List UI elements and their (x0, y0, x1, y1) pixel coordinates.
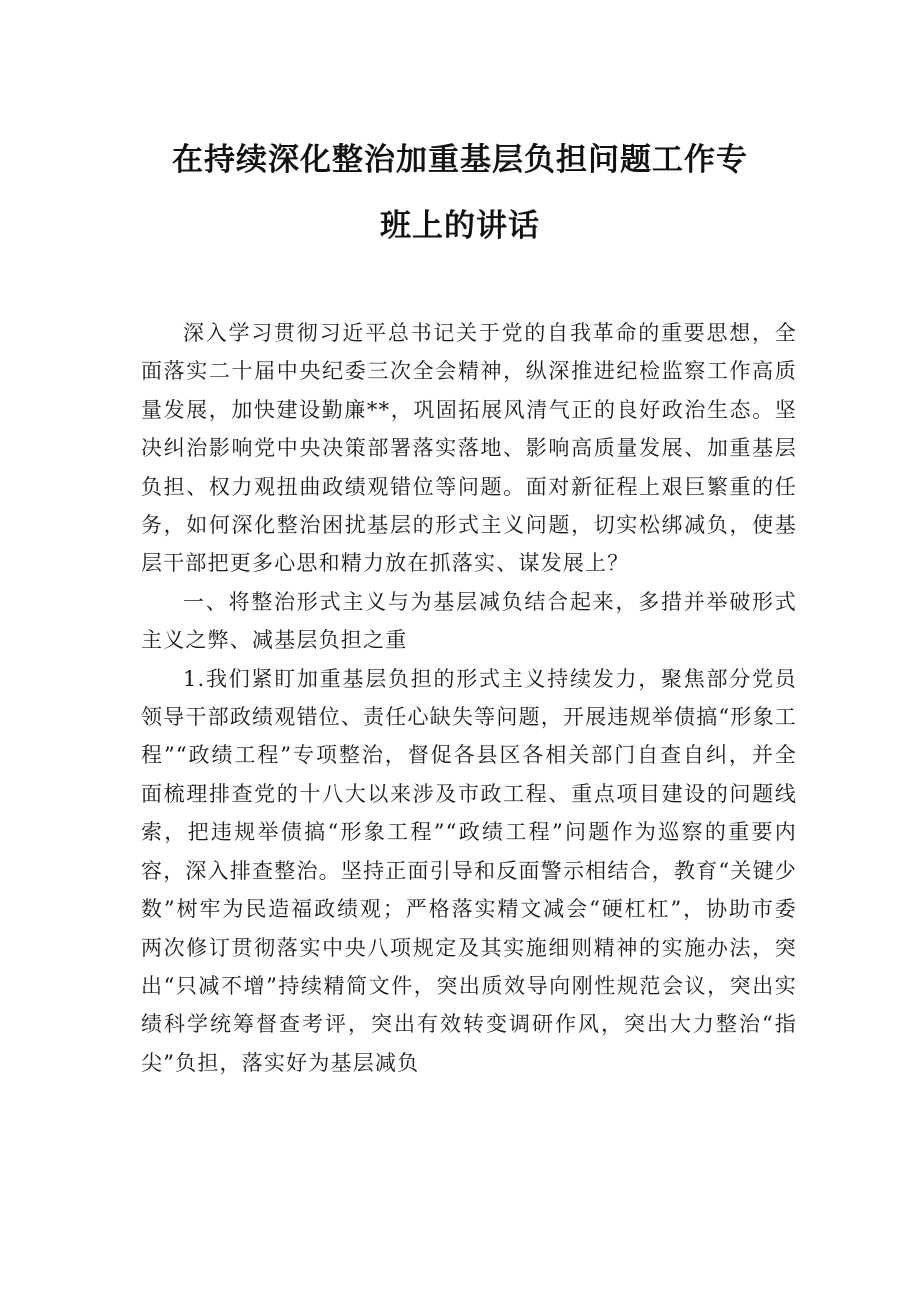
paragraph-intro: 深入学习贯彻习近平总书记关于党的自我革命的重要思想，全面落实二十届中央纪委三次全会精神，纵深推进纪检监察工作高质量发展，加快建设勤廉**，巩固拓展风清气正的良好政治生态。坚决纠治影响党中央决策部署落实落地、影响高质量发展、加重基层负担、权力观扭曲政绩观错位等问题。面对新征程上艰巨繁重的任务，如何深化整治困扰基层的形式主义问题，切实松绑减负，使基层干部把更多心思和精力放在抓落实、谋发展上？ (141, 321, 797, 576)
document-body (141, 314, 797, 1082)
paragraph-point-1: 1.我们紧盯加重基层负担的形式主义持续发力，聚焦部分党员领导干部政绩观错位、责任心缺失等问题，开展违规举债搞“形象工程”“政绩工程”专项整治，督促各县区各相关部门自查自纠，并全面梳理排查党的十八大以来涉及市政工程、重点项目建设的问题线索，把违规举债搞“形象工程”“政绩工程”问题作为巡察的重要内容，深入排查整治。坚持正面引导和反面警示相结合，教育“关键少数”树牢为民造福政绩观；严格落实精文减会“硬杠杠”，协助市委两次修订贯彻落实中央八项规定及其实施细则精神的实施办法，突出“只减不增”持续精简文件，突出质效导向刚性规范会议，突出实绩科学统筹督查考评，突出有效转变调研作风，突出大力整治“指尖”负担，落实好为基层减负 (141, 666, 797, 1075)
paragraph-section-heading: 一、将整治形式主义与为基层减负结合起来，多措并举破形式主义之弊、减基层负担之重 (141, 589, 797, 653)
document-title-line-2: 班上的讲话 (380, 208, 540, 244)
document-title-line-1: 在持续深化整治加重基层负担问题工作专 (172, 142, 748, 178)
